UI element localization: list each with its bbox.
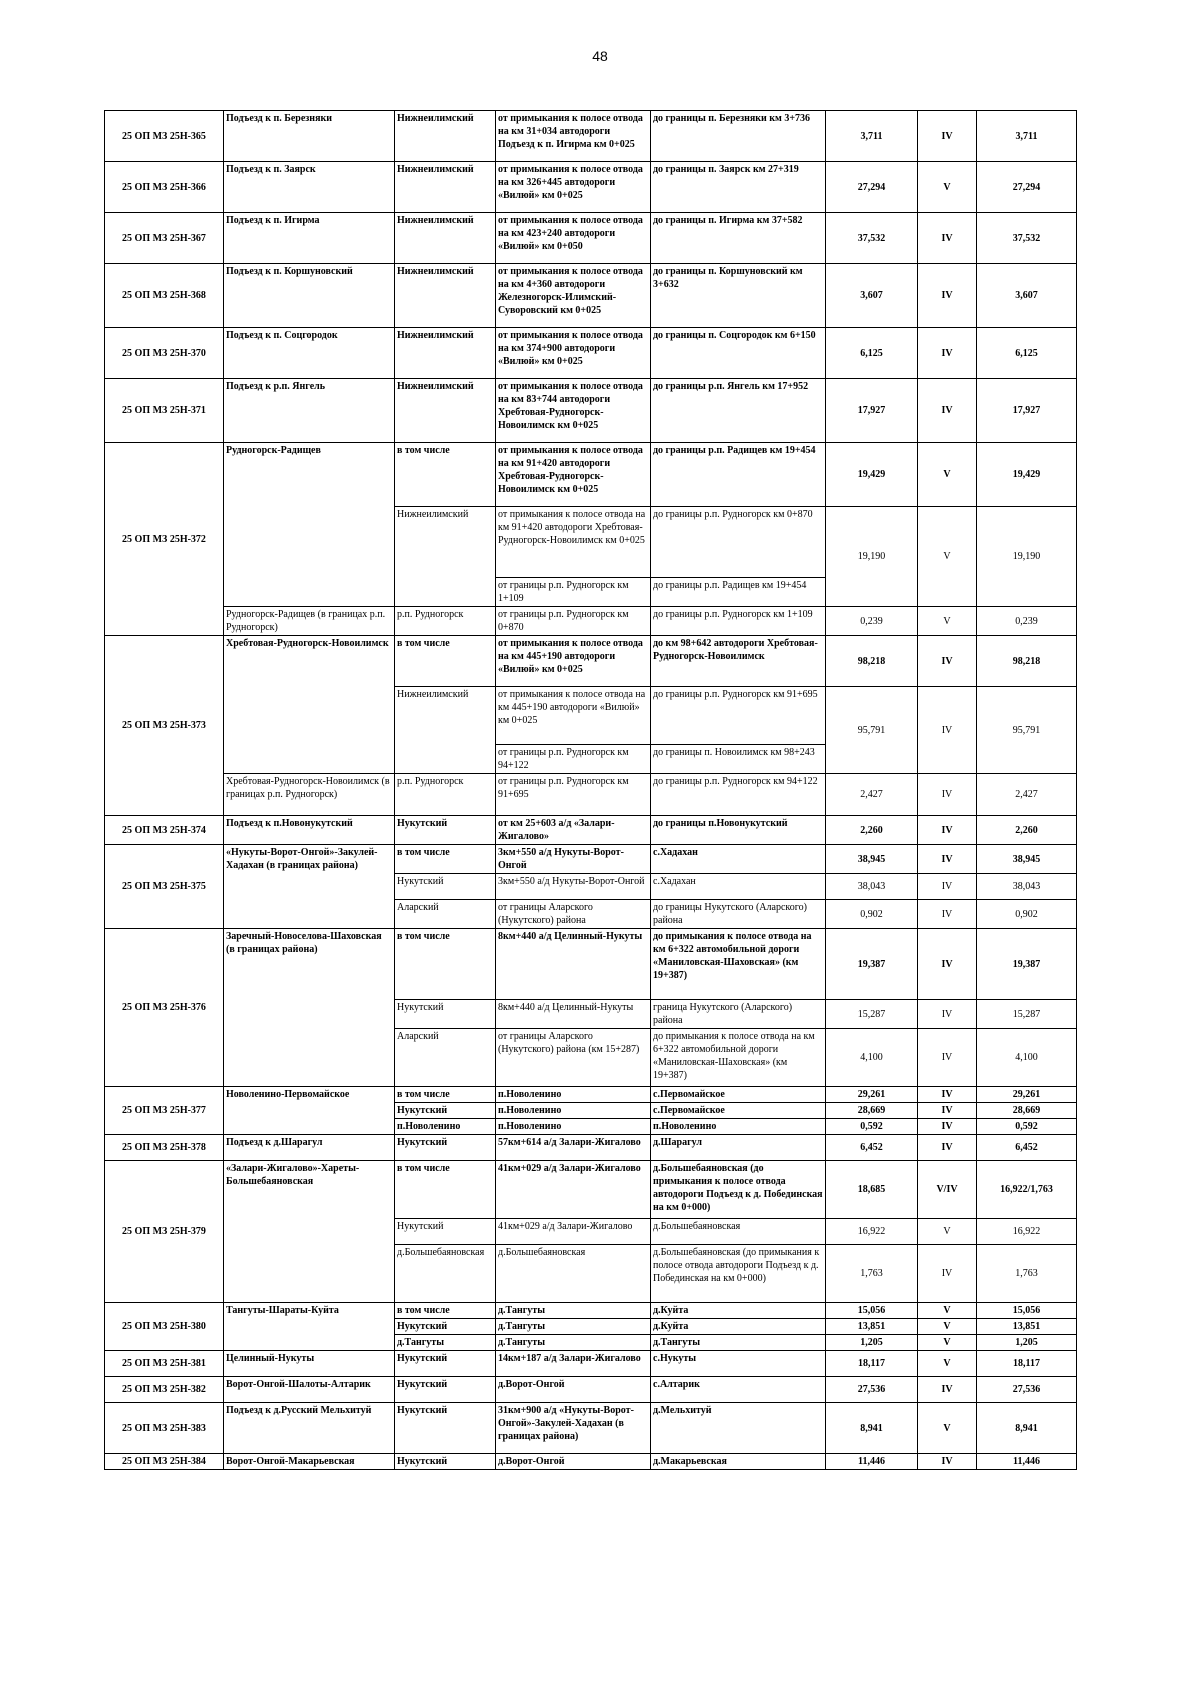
district-cell: Нукутский [395,1454,496,1470]
district-cell: д.Большебаяновская [395,1245,496,1303]
table-row [105,607,1077,636]
total-length-cell: 15,287 [826,1000,918,1029]
table-row [105,379,1077,443]
road-name-cell: Новоленино-Первомайское [224,1087,395,1135]
road-category-cell: V [918,1319,977,1335]
road-category-cell: V [918,1351,977,1377]
road-name-cell: Подъезд к п. Заярск [224,162,395,213]
district-cell: Нукутский [395,874,496,900]
total-length-cell: 27,294 [826,162,918,213]
table-row [105,1135,1077,1161]
category-length-cell: 15,287 [977,1000,1077,1029]
road-category-cell: IV [918,1135,977,1161]
total-length-cell: 19,190 [826,507,918,607]
end-point-cell: до границы Нукутского (Аларского) района [651,900,826,929]
road-category-cell: V/IV [918,1161,977,1219]
district-cell: Нукутский [395,1103,496,1119]
start-point-cell: от км 25+603 а/д «Залари-Жигалово» [496,816,651,845]
category-length-cell: 11,446 [977,1454,1077,1470]
table-row [105,1303,1077,1319]
end-point-cell: до границы п. Березняки км 3+736 [651,111,826,162]
road-name-cell: Подъезд к п. Коршуновский [224,264,395,328]
end-point-cell: с.Первомайское [651,1103,826,1119]
total-length-cell: 28,669 [826,1103,918,1119]
district-cell: Нижнеилимский [395,162,496,213]
category-length-cell: 3,711 [977,111,1077,162]
start-point-cell: от примыкания к полосе отвода на км 445+190 автодороги «Вилюй» км 0+025 [496,687,651,745]
start-point-cell: от примыкания к полосе отвода на км 4+360 автодороги Железногорск-Илимский-Суворовский км 0+025 [496,264,651,328]
road-name-cell: «Нукуты-Ворот-Онгой»-Закулей-Хадахан (в границах района) [224,845,395,929]
roads-table [104,110,1077,1470]
end-point-cell: граница Нукутского (Аларского) района [651,1000,826,1029]
end-point-cell: с.Хадахан [651,845,826,874]
road-name-cell: «Залари-Жигалово»-Хареты-Большебаяновская [224,1161,395,1303]
road-code-cell: 25 ОП МЗ 25Н-370 [105,328,224,379]
end-point-cell: д.Мельхитуй [651,1403,826,1454]
road-code-cell: 25 ОП МЗ 25Н-373 [105,636,224,816]
category-length-cell: 19,387 [977,929,1077,1000]
total-length-cell: 38,945 [826,845,918,874]
total-length-cell: 13,851 [826,1319,918,1335]
category-length-cell: 3,607 [977,264,1077,328]
district-cell: Нукутский [395,816,496,845]
district-cell: в том числе [395,1087,496,1103]
end-point-cell: до границы р.п. Рудногорск км 94+122 [651,774,826,816]
end-point-cell: до границы р.п. Рудногорск км 1+109 [651,607,826,636]
category-length-cell: 15,056 [977,1303,1077,1319]
end-point-cell: до границы п. Заярск км 27+319 [651,162,826,213]
district-cell: в том числе [395,1303,496,1319]
table-row [105,774,1077,816]
total-length-cell: 95,791 [826,687,918,774]
road-category-cell: IV [918,1029,977,1087]
start-point-cell: 41км+029 а/д Залари-Жигалово [496,1161,651,1219]
district-cell: Нукутский [395,1219,496,1245]
table-row [105,111,1077,162]
road-category-cell: IV [918,1000,977,1029]
district-cell: Нукутский [395,1000,496,1029]
end-point-cell: до границы р.п. Янгель км 17+952 [651,379,826,443]
total-length-cell: 98,218 [826,636,918,687]
start-point-cell: от примыкания к полосе отвода на км 83+744 автодороги Хребтовая-Рудногорск-Новоилимск км 0+025 [496,379,651,443]
end-point-cell: до границы р.п. Рудногорск км 0+870 [651,507,826,578]
road-name-cell: Подъезд к п. Соцгородок [224,328,395,379]
total-length-cell: 19,387 [826,929,918,1000]
start-point-cell: от границы р.п. Рудногорск км 0+870 [496,607,651,636]
total-length-cell: 6,125 [826,328,918,379]
start-point-cell: д.Тангуты [496,1335,651,1351]
road-category-cell: IV [918,636,977,687]
start-point-cell: от примыкания к полосе отвода на км 423+240 автодороги «Вилюй» км 0+050 [496,213,651,264]
road-category-cell: IV [918,1119,977,1135]
category-length-cell: 4,100 [977,1029,1077,1087]
end-point-cell: до примыкания к полосе отвода на км 6+322 автомобильной дороги «Маниловская-Шаховская» (км 19+387) [651,1029,826,1087]
total-length-cell: 37,532 [826,213,918,264]
start-point-cell: п.Новоленино [496,1087,651,1103]
road-code-cell: 25 ОП МЗ 25Н-371 [105,379,224,443]
total-length-cell: 29,261 [826,1087,918,1103]
district-cell: в том числе [395,845,496,874]
start-point-cell: от примыкания к полосе отвода на км 326+445 автодороги «Вилюй» км 0+025 [496,162,651,213]
road-category-cell: IV [918,1103,977,1119]
district-cell: в том числе [395,929,496,1000]
table-row [105,929,1077,1000]
total-length-cell: 1,205 [826,1335,918,1351]
road-name-cell: Рудногорск-Радищев [224,443,395,607]
start-point-cell: 31км+900 а/д «Нукуты-Ворот-Онгой»-Закулей-Хадахан (в границах района) [496,1403,651,1454]
end-point-cell: до км 98+642 автодороги Хребтовая-Рудногорск-Новоилимск [651,636,826,687]
road-category-cell: V [918,607,977,636]
road-code-cell: 25 ОП МЗ 25Н-377 [105,1087,224,1135]
category-length-cell: 1,205 [977,1335,1077,1351]
roads-table-body [105,111,1077,1470]
table-row [105,636,1077,687]
start-point-cell: от примыкания к полосе отвода на км 91+420 автодороги Хребтовая-Рудногорск-Новоилимск км 0+025 [496,443,651,507]
district-cell: Нижнеилимский [395,328,496,379]
end-point-cell: до границы п. Соцгородок км 6+150 [651,328,826,379]
end-point-cell: с.Алтарик [651,1377,826,1403]
district-cell: Нукутский [395,1135,496,1161]
road-code-cell: 25 ОП МЗ 25Н-376 [105,929,224,1087]
district-cell: Нукутский [395,1319,496,1335]
road-category-cell: IV [918,774,977,816]
district-cell: Нукутский [395,1351,496,1377]
road-code-cell: 25 ОП МЗ 25Н-378 [105,1135,224,1161]
road-name-cell: Рудногорск-Радищев (в границах р.п. Рудногорск) [224,607,395,636]
road-name-cell: Подъезд к п. Игирма [224,213,395,264]
road-category-cell: V [918,1219,977,1245]
start-point-cell: д.Ворот-Онгой [496,1454,651,1470]
table-row [105,1087,1077,1103]
road-code-cell: 25 ОП МЗ 25Н-368 [105,264,224,328]
road-code-cell: 25 ОП МЗ 25Н-380 [105,1303,224,1351]
end-point-cell: д.Макарьевская [651,1454,826,1470]
category-length-cell: 38,945 [977,845,1077,874]
start-point-cell: от примыкания к полосе отвода на км 91+420 автодороги Хребтовая-Рудногорск-Новоилимск км 0+025 [496,507,651,578]
total-length-cell: 11,446 [826,1454,918,1470]
start-point-cell: от границы р.п. Рудногорск км 1+109 [496,578,651,607]
district-cell: в том числе [395,636,496,687]
road-code-cell: 25 ОП МЗ 25Н-381 [105,1351,224,1377]
page-number: 48 [592,48,608,64]
category-length-cell: 2,260 [977,816,1077,845]
end-point-cell: д.Шарагул [651,1135,826,1161]
district-cell: Нижнеилимский [395,687,496,774]
road-name-cell: Подъезд к д.Русский Мельхитуй [224,1403,395,1454]
road-name-cell: Ворот-Онгой-Шалоты-Алтарик [224,1377,395,1403]
category-length-cell: 1,763 [977,1245,1077,1303]
road-code-cell: 25 ОП МЗ 25Н-379 [105,1161,224,1303]
road-category-cell: V [918,443,977,507]
category-length-cell: 19,190 [977,507,1077,607]
road-category-cell: IV [918,1087,977,1103]
end-point-cell: д.Большебаяновская (до примыкания к полосе отвода автодороги Подъезд к д. Побединская на км 0+000) [651,1245,826,1303]
road-category-cell: IV [918,929,977,1000]
district-cell: п.Новоленино [395,1119,496,1135]
category-length-cell: 2,427 [977,774,1077,816]
start-point-cell: 41км+029 а/д Залари-Жигалово [496,1219,651,1245]
category-length-cell: 98,218 [977,636,1077,687]
road-category-cell: IV [918,1454,977,1470]
road-category-cell: IV [918,845,977,874]
district-cell: Аларский [395,900,496,929]
category-length-cell: 0,239 [977,607,1077,636]
start-point-cell: от границы Аларского (Нукутского) района [496,900,651,929]
road-category-cell: IV [918,1377,977,1403]
category-length-cell: 37,532 [977,213,1077,264]
district-cell: в том числе [395,443,496,507]
road-code-cell: 25 ОП МЗ 25Н-375 [105,845,224,929]
table-row [105,845,1077,874]
category-length-cell: 16,922 [977,1219,1077,1245]
road-code-cell: 25 ОП МЗ 25Н-366 [105,162,224,213]
district-cell: Нижнеилимский [395,379,496,443]
road-category-cell: V [918,507,977,607]
total-length-cell: 4,100 [826,1029,918,1087]
district-cell: в том числе [395,1161,496,1219]
total-length-cell: 0,239 [826,607,918,636]
road-code-cell: 25 ОП МЗ 25Н-365 [105,111,224,162]
category-length-cell: 29,261 [977,1087,1077,1103]
district-cell: Нукутский [395,1403,496,1454]
end-point-cell: до границы р.п. Рудногорск км 91+695 [651,687,826,745]
end-point-cell: до границы р.п. Радищев км 19+454 [651,578,826,607]
category-length-cell: 38,043 [977,874,1077,900]
road-category-cell: V [918,162,977,213]
category-length-cell: 0,592 [977,1119,1077,1135]
category-length-cell: 27,294 [977,162,1077,213]
road-code-cell: 25 ОП МЗ 25Н-372 [105,443,224,636]
total-length-cell: 38,043 [826,874,918,900]
total-length-cell: 2,427 [826,774,918,816]
start-point-cell: от границы р.п. Рудногорск км 91+695 [496,774,651,816]
category-length-cell: 95,791 [977,687,1077,774]
table-row [105,1351,1077,1377]
district-cell: Нижнеилимский [395,507,496,607]
road-category-cell: IV [918,687,977,774]
start-point-cell: д.Тангуты [496,1303,651,1319]
end-point-cell: до границы п. Новоилимск км 98+243 [651,745,826,774]
end-point-cell: с.Первомайское [651,1087,826,1103]
district-cell: д.Тангуты [395,1335,496,1351]
total-length-cell: 17,927 [826,379,918,443]
road-name-cell: Целинный-Нукуты [224,1351,395,1377]
total-length-cell: 8,941 [826,1403,918,1454]
total-length-cell: 15,056 [826,1303,918,1319]
total-length-cell: 2,260 [826,816,918,845]
road-category-cell: IV [918,874,977,900]
start-point-cell: д.Большебаяновская [496,1245,651,1303]
table-row [105,162,1077,213]
start-point-cell: 3км+550 а/д Нукуты-Ворот-Онгой [496,874,651,900]
category-length-cell: 18,117 [977,1351,1077,1377]
start-point-cell: д.Ворот-Онгой [496,1377,651,1403]
road-name-cell: Тангуты-Шараты-Куйта [224,1303,395,1351]
table-row [105,264,1077,328]
total-length-cell: 27,536 [826,1377,918,1403]
road-category-cell: V [918,1403,977,1454]
total-length-cell: 19,429 [826,443,918,507]
table-row [105,816,1077,845]
road-name-cell: Заречный-Новоселова-Шаховская (в границах района) [224,929,395,1087]
total-length-cell: 0,902 [826,900,918,929]
total-length-cell: 6,452 [826,1135,918,1161]
road-name-cell: Подъезд к р.п. Янгель [224,379,395,443]
total-length-cell: 18,117 [826,1351,918,1377]
road-category-cell: IV [918,900,977,929]
road-name-cell: Хребтовая-Рудногорск-Новоилимск (в границах р.п. Рудногорск) [224,774,395,816]
road-code-cell: 25 ОП МЗ 25Н-383 [105,1403,224,1454]
end-point-cell: д.Большебаяновская [651,1219,826,1245]
road-category-cell: IV [918,379,977,443]
category-length-cell: 6,125 [977,328,1077,379]
start-point-cell: от границы р.п. Рудногорск км 94+122 [496,745,651,774]
table-row [105,213,1077,264]
end-point-cell: д.Тангуты [651,1335,826,1351]
end-point-cell: д.Куйта [651,1319,826,1335]
start-point-cell: от границы Аларского (Нукутского) района (км 15+287) [496,1029,651,1087]
category-length-cell: 19,429 [977,443,1077,507]
road-code-cell: 25 ОП МЗ 25Н-367 [105,213,224,264]
category-length-cell: 8,941 [977,1403,1077,1454]
table-row [105,1377,1077,1403]
district-cell: Нижнеилимский [395,111,496,162]
district-cell: р.п. Рудногорск [395,607,496,636]
start-point-cell: от примыкания к полосе отвода на км 31+034 автодороги Подъезд к п. Игирма км 0+025 [496,111,651,162]
road-name-cell: Ворот-Онгой-Макарьевская [224,1454,395,1470]
end-point-cell: до границы р.п. Радищев км 19+454 [651,443,826,507]
road-category-cell: IV [918,111,977,162]
category-length-cell: 17,927 [977,379,1077,443]
category-length-cell: 16,922/1,763 [977,1161,1077,1219]
road-category-cell: V [918,1303,977,1319]
road-category-cell: IV [918,264,977,328]
table-row [105,1161,1077,1219]
start-point-cell: от примыкания к полосе отвода на км 374+900 автодороги «Вилюй» км 0+025 [496,328,651,379]
start-point-cell: п.Новоленино [496,1119,651,1135]
road-category-cell: IV [918,1245,977,1303]
total-length-cell: 18,685 [826,1161,918,1219]
total-length-cell: 3,607 [826,264,918,328]
category-length-cell: 28,669 [977,1103,1077,1119]
road-name-cell: Хребтовая-Рудногорск-Новоилимск [224,636,395,774]
start-point-cell: 8км+440 а/д Целинный-Нукуты [496,1000,651,1029]
road-code-cell: 25 ОП МЗ 25Н-384 [105,1454,224,1470]
table-row [105,328,1077,379]
start-point-cell: от примыкания к полосе отвода на км 445+190 автодороги «Вилюй» км 0+025 [496,636,651,687]
road-name-cell: Подъезд к п. Березняки [224,111,395,162]
start-point-cell: 8км+440 а/д Целинный-Нукуты [496,929,651,1000]
district-cell: Аларский [395,1029,496,1087]
road-category-cell: IV [918,328,977,379]
district-cell: Нижнеилимский [395,213,496,264]
road-category-cell: V [918,1335,977,1351]
table-row [105,1403,1077,1454]
total-length-cell: 0,592 [826,1119,918,1135]
start-point-cell: п.Новоленино [496,1103,651,1119]
category-length-cell: 13,851 [977,1319,1077,1335]
total-length-cell: 3,711 [826,111,918,162]
category-length-cell: 27,536 [977,1377,1077,1403]
end-point-cell: д.Куйта [651,1303,826,1319]
table-row [105,1454,1077,1470]
road-code-cell: 25 ОП МЗ 25Н-374 [105,816,224,845]
category-length-cell: 6,452 [977,1135,1077,1161]
total-length-cell: 1,763 [826,1245,918,1303]
road-name-cell: Подъезд к п.Новонукутский [224,816,395,845]
table-row [105,443,1077,507]
end-point-cell: п.Новоленино [651,1119,826,1135]
end-point-cell: с.Хадахан [651,874,826,900]
road-code-cell: 25 ОП МЗ 25Н-382 [105,1377,224,1403]
district-cell: Нижнеилимский [395,264,496,328]
end-point-cell: до границы п.Новонукутский [651,816,826,845]
start-point-cell: д.Тангуты [496,1319,651,1335]
road-category-cell: IV [918,213,977,264]
end-point-cell: до примыкания к полосе отвода на км 6+322 автомобильной дороги «Маниловская-Шаховская» (км 19+387) [651,929,826,1000]
total-length-cell: 16,922 [826,1219,918,1245]
end-point-cell: с.Нукуты [651,1351,826,1377]
start-point-cell: 57км+614 а/д Залари-Жигалово [496,1135,651,1161]
end-point-cell: до границы п. Игирма км 37+582 [651,213,826,264]
end-point-cell: д.Большебаяновская (до примыкания к полосе отвода автодороги Подъезд к д. Побединская на км 0+000) [651,1161,826,1219]
district-cell: р.п. Рудногорск [395,774,496,816]
category-length-cell: 0,902 [977,900,1077,929]
start-point-cell: 3км+550 а/д Нукуты-Ворот-Онгой [496,845,651,874]
district-cell: Нукутский [395,1377,496,1403]
road-name-cell: Подъезд к д.Шарагул [224,1135,395,1161]
end-point-cell: до границы п. Коршуновский км 3+632 [651,264,826,328]
start-point-cell: 14км+187 а/д Залари-Жигалово [496,1351,651,1377]
road-category-cell: IV [918,816,977,845]
